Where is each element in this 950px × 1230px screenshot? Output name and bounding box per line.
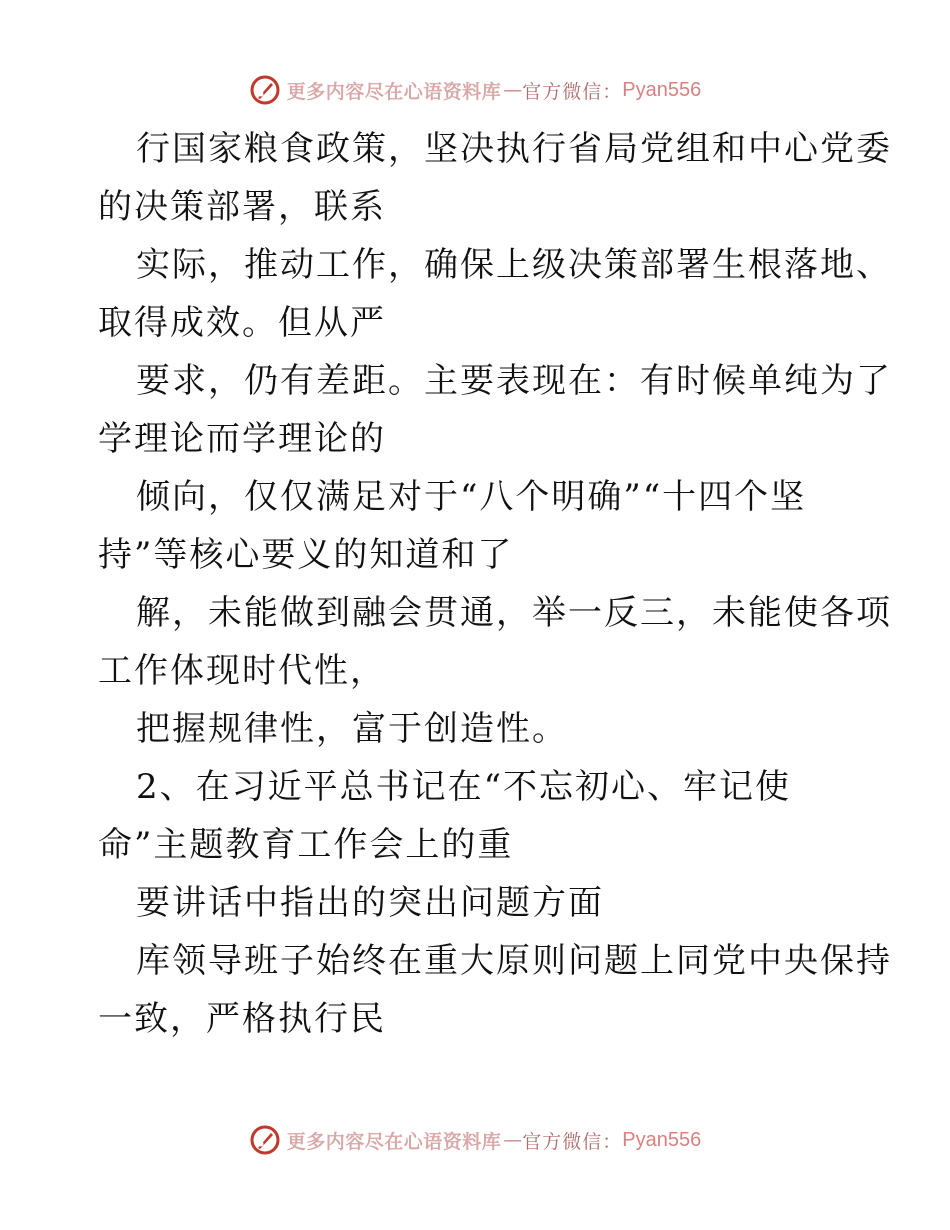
body-line: 2、在习近平总书记在“不忘初心、牢记使 — [136, 767, 792, 807]
header-banner — [0, 70, 950, 110]
banner-wechat-account: Pyan556 — [622, 78, 702, 101]
body-line: 要求，仍有差距。主要表现在：有时候单纯为了 — [136, 361, 892, 401]
body-line: 一致，严格执行民 — [98, 999, 386, 1039]
body-line: 工作体现时代性， — [98, 651, 386, 691]
quill-pen-logo-icon — [249, 74, 281, 106]
body-line: 库领导班子始终在重大原则问题上同党中央保持 — [136, 941, 892, 981]
body-line: 行国家粮食政策，坚决执行省局党组和中心党委 — [136, 129, 892, 169]
banner-wechat-label: 官方微信： — [522, 1130, 623, 1153]
banner-brand-text: 更多内容尽在心语资料库 — [286, 80, 502, 103]
body-line: 的决策部署，联系 — [98, 187, 386, 227]
body-line: 解，未能做到融会贯通，举一反三，未能使各项 — [136, 593, 892, 633]
body-line: 命”主题教育工作会上的重 — [98, 825, 514, 865]
body-line: 要讲话中指出的突出问题方面 — [136, 883, 604, 923]
document-body — [98, 120, 892, 1048]
quill-pen-logo-icon — [249, 1124, 281, 1156]
banner-dash: — — [503, 1129, 523, 1151]
body-line: 学理论而学理论的 — [98, 419, 386, 459]
banner-wechat-account: Pyan556 — [622, 1128, 702, 1151]
body-line: 实际，推动工作，确保上级决策部署生根落地、 — [136, 245, 892, 285]
footer-banner — [0, 1120, 950, 1160]
body-line: 持”等核心要义的知道和了 — [98, 535, 514, 575]
banner-brand-text: 更多内容尽在心语资料库 — [286, 1130, 502, 1153]
banner-wechat-label: 官方微信： — [522, 80, 623, 103]
banner-dash: — — [503, 79, 523, 101]
body-line: 把握规律性，富于创造性。 — [136, 709, 568, 749]
body-line: 取得成效。但从严 — [98, 303, 386, 343]
body-line: 倾向，仅仅满足对于“八个明确”“十四个坚 — [136, 477, 807, 517]
